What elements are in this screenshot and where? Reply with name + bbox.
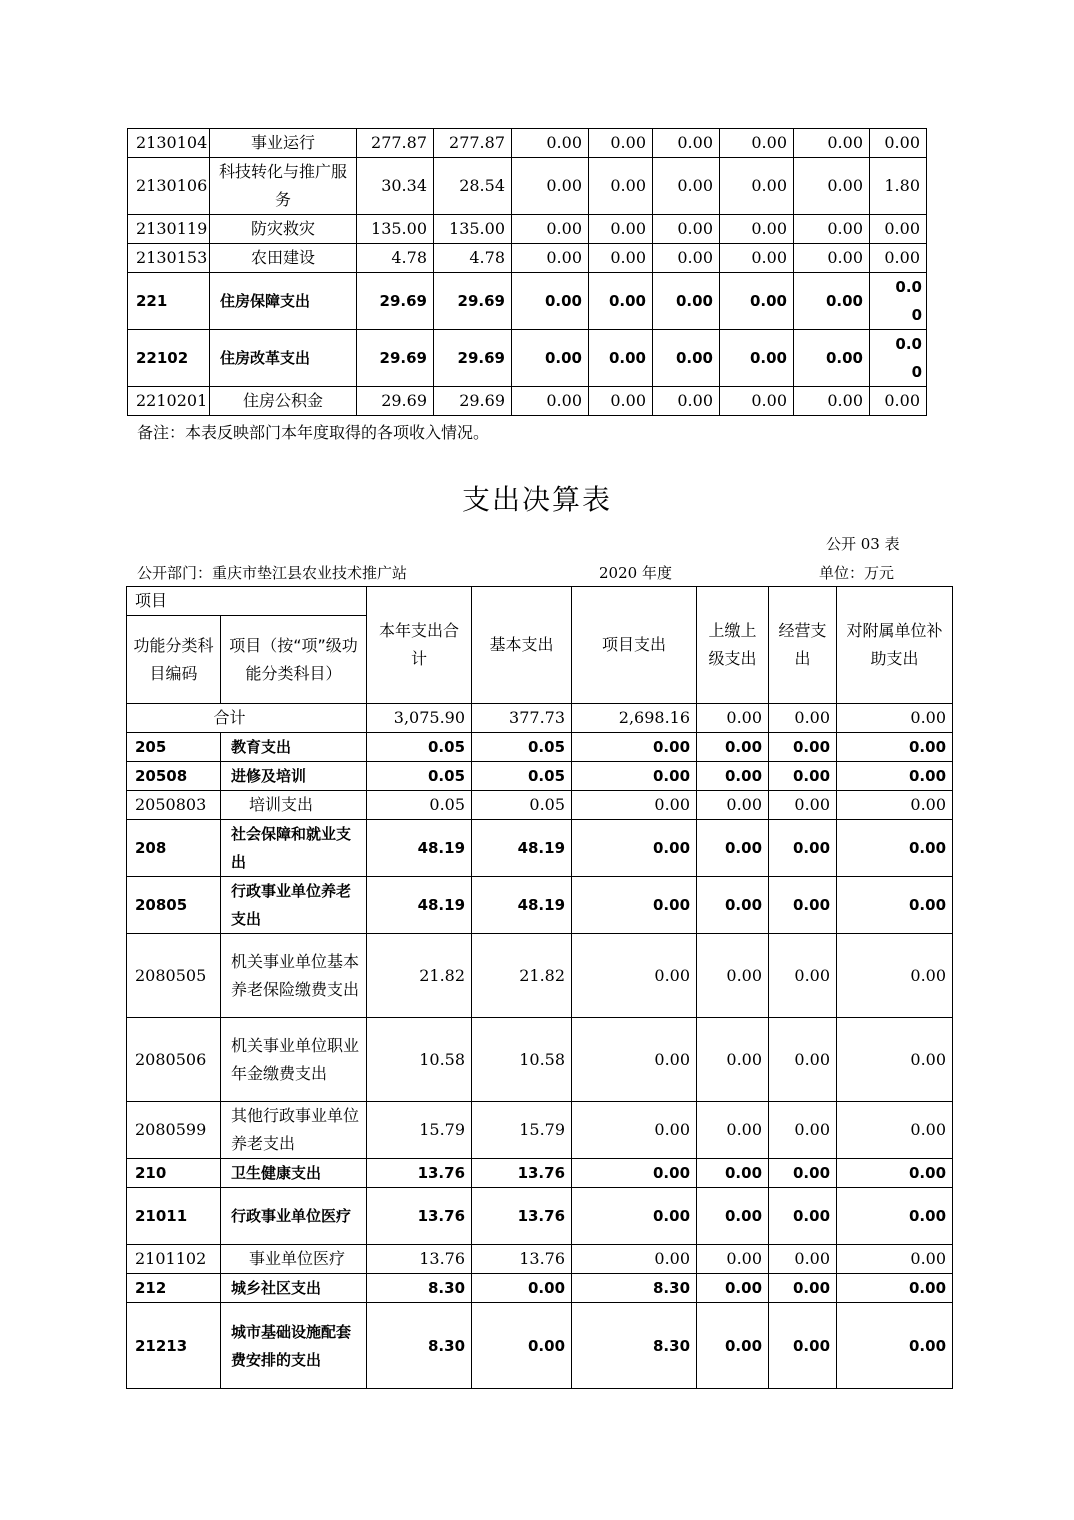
row-code: 2080505 [127,934,221,1018]
row-value: 21.82 [367,934,472,1018]
row-value: 0.00 [653,215,720,244]
row-value: 0.00 [870,215,927,244]
row-value: 21.82 [472,934,572,1018]
row-value: 0.00 [512,129,589,158]
row-value: 0.00 [870,273,927,330]
table-row [127,1159,953,1188]
row-value: 0.00 [512,158,589,215]
total-cell: 3,075.90 [367,704,472,733]
row-value: 10.58 [472,1018,572,1102]
row-name: 培训支出 [221,791,367,820]
row-value: 0.00 [472,1303,572,1389]
total-cell: 0.00 [837,704,953,733]
table-row [127,1018,953,1102]
total-cell: 0.00 [697,704,769,733]
row-code: 2080599 [127,1102,221,1159]
row-value: 0.00 [720,129,794,158]
row-value: 0.00 [720,158,794,215]
row-value: 0.00 [512,215,589,244]
row-value: 4.78 [357,244,434,273]
row-name: 防灾救灾 [210,215,357,244]
row-value: 0.05 [472,791,572,820]
table-row [128,158,927,215]
table-row [127,1188,953,1245]
row-value: 30.34 [357,158,434,215]
row-code: 21011 [127,1188,221,1245]
row-value: 0.00 [794,158,870,215]
row-value: 0.00 [769,1102,837,1159]
row-value: 0.00 [697,877,769,934]
row-value: 0.05 [472,733,572,762]
row-value: 0.00 [794,273,870,330]
table-row [127,733,953,762]
row-code: 21213 [127,1303,221,1389]
row-value: 0.00 [697,1274,769,1303]
row-code: 210 [127,1159,221,1188]
row-value: 0.00 [769,934,837,1018]
table-row [128,215,927,244]
department-label: 公开部门：重庆市垫江县农业技术推广站 [137,564,408,582]
table-row [127,820,953,877]
row-value: 0.05 [367,733,472,762]
row-value: 0.00 [589,387,653,416]
row-value: 0.00 [837,1018,953,1102]
row-value: 0.05 [367,762,472,791]
row-value: 28.54 [434,158,512,215]
row-value: 0.00 [572,934,697,1018]
row-value: 8.30 [572,1274,697,1303]
table-row [127,1303,953,1389]
row-code: 205 [127,733,221,762]
row-code: 22102 [128,330,210,387]
row-value: 0.00 [837,791,953,820]
row-value: 29.69 [434,387,512,416]
row-value: 15.79 [367,1102,472,1159]
table-number: 公开 03 表 [826,535,900,553]
row-value: 0.00 [653,129,720,158]
row-code: 2130106 [128,158,210,215]
table-row [128,330,927,387]
row-value: 0.00 [512,244,589,273]
row-value: 0.00 [769,820,837,877]
row-value: 0.00 [769,1018,837,1102]
total-label: 合计 [127,704,367,733]
row-value: 0.00 [769,1188,837,1245]
row-value: 0.00 [769,733,837,762]
row-value: 0.00 [572,1188,697,1245]
row-value: 0.00 [697,1102,769,1159]
total-cell: 377.73 [472,704,572,733]
table-row [127,1245,953,1274]
row-name: 卫生健康支出 [221,1159,367,1188]
row-code: 2130104 [128,129,210,158]
row-value: 0.00 [794,129,870,158]
row-value: 0.00 [697,1303,769,1389]
row-value: 0.00 [870,330,927,387]
row-value: 0.00 [697,820,769,877]
header-business: 经营支出 [769,587,837,704]
row-value: 0.00 [837,1274,953,1303]
header-total: 本年支出合计 [367,587,472,704]
row-value: 0.00 [769,1303,837,1389]
row-code: 2050803 [127,791,221,820]
row-value: 0.00 [589,158,653,215]
header-upper: 上缴上级支出 [697,587,769,704]
row-value: 0.00 [769,1245,837,1274]
expense-table [126,586,953,1389]
row-value: 0.00 [720,330,794,387]
row-value: 0.00 [472,1274,572,1303]
row-value: 1.80 [870,158,927,215]
row-name: 其他行政事业单位养老支出 [221,1102,367,1159]
row-code: 20805 [127,877,221,934]
row-code: 221 [128,273,210,330]
row-value: 277.87 [357,129,434,158]
table-row [127,1274,953,1303]
row-value: 0.00 [720,273,794,330]
row-value: 0.00 [572,791,697,820]
table-row [128,129,927,158]
row-value: 0.00 [697,1188,769,1245]
row-value: 0.00 [572,762,697,791]
year-label: 2020 年度 [599,564,672,582]
row-value: 0.00 [837,1245,953,1274]
header-basic: 基本支出 [472,587,572,704]
row-name: 农田建设 [210,244,357,273]
row-value: 0.00 [589,215,653,244]
row-value: 0.00 [572,1159,697,1188]
table-row [127,934,953,1018]
row-value: 0.00 [572,877,697,934]
table-row [127,877,953,934]
unit-label: 单位：万元 [819,564,895,582]
row-value: 48.19 [367,877,472,934]
row-name: 城乡社区支出 [221,1274,367,1303]
row-value: 0.00 [697,733,769,762]
row-value: 48.19 [472,820,572,877]
row-value: 0.00 [653,330,720,387]
row-value: 0.00 [837,1188,953,1245]
table-note: 备注：本表反映部门本年度取得的各项收入情况。 [137,423,490,442]
row-value: 0.00 [837,762,953,791]
row-value: 15.79 [472,1102,572,1159]
row-value: 0.00 [572,1245,697,1274]
total-cell: 2,698.16 [572,704,697,733]
header-func-name: 项目（按“项”级功能分类科目） [221,616,367,704]
row-value: 0.00 [837,877,953,934]
page-title: 支出决算表 [461,483,612,516]
row-value: 0.00 [653,158,720,215]
row-value: 8.30 [367,1303,472,1389]
row-value: 0.00 [769,791,837,820]
row-value: 0.00 [589,330,653,387]
row-value: 4.78 [434,244,512,273]
header-subsidy: 对附属单位补助支出 [837,587,953,704]
row-value: 29.69 [357,273,434,330]
row-value: 8.30 [367,1274,472,1303]
row-value: 29.69 [434,330,512,387]
row-value: 0.00 [720,387,794,416]
row-value: 13.76 [367,1188,472,1245]
row-value: 29.69 [434,273,512,330]
table-row [127,791,953,820]
row-value: 0.00 [794,215,870,244]
row-value: 0.00 [697,1018,769,1102]
income-table-continued [127,128,927,416]
row-name: 住房公积金 [210,387,357,416]
row-code: 2101102 [127,1245,221,1274]
table-row [127,762,953,791]
row-value: 0.00 [769,1274,837,1303]
row-value: 0.00 [653,387,720,416]
row-value: 29.69 [357,387,434,416]
row-value: 0.00 [837,934,953,1018]
row-value: 0.00 [653,273,720,330]
row-value: 29.69 [357,330,434,387]
row-value: 0.00 [720,215,794,244]
row-value: 0.00 [589,273,653,330]
row-value: 0.00 [794,244,870,273]
table-row [128,273,927,330]
row-code: 20508 [127,762,221,791]
row-value: 48.19 [367,820,472,877]
row-value: 0.00 [769,762,837,791]
row-value: 0.00 [572,1018,697,1102]
row-value: 0.00 [870,244,927,273]
table-row [128,387,927,416]
header-func-code: 功能分类科目编码 [127,616,221,704]
row-code: 208 [127,820,221,877]
row-code: 212 [127,1274,221,1303]
row-value: 13.76 [472,1159,572,1188]
row-name: 教育支出 [221,733,367,762]
row-value: 0.00 [572,733,697,762]
table-row [128,244,927,273]
row-value: 0.05 [367,791,472,820]
row-value: 0.00 [769,1159,837,1188]
row-value: 0.00 [870,387,927,416]
row-value: 0.00 [794,330,870,387]
row-name: 事业单位医疗 [221,1245,367,1274]
header-project: 项目 [127,587,367,616]
row-value: 0.00 [794,387,870,416]
total-cell: 0.00 [769,704,837,733]
row-value: 0.00 [837,820,953,877]
row-value: 48.19 [472,877,572,934]
row-value: 0.00 [837,1303,953,1389]
row-value: 0.05 [472,762,572,791]
row-code: 2130153 [128,244,210,273]
row-value: 0.00 [720,244,794,273]
row-name: 行政事业单位医疗 [221,1188,367,1245]
header-project-expense: 项目支出 [572,587,697,704]
table-row [127,1102,953,1159]
row-name: 进修及培训 [221,762,367,791]
row-value: 0.00 [837,733,953,762]
row-value: 135.00 [434,215,512,244]
row-value: 0.00 [697,1245,769,1274]
row-value: 135.00 [357,215,434,244]
row-value: 0.00 [837,1102,953,1159]
row-value: 0.00 [572,820,697,877]
row-name: 科技转化与推广服务 [210,158,357,215]
row-value: 13.76 [472,1245,572,1274]
row-value: 0.00 [769,877,837,934]
row-value: 0.00 [512,387,589,416]
row-value: 10.58 [367,1018,472,1102]
row-code: 2210201 [128,387,210,416]
row-value: 0.00 [589,129,653,158]
row-value: 13.76 [367,1245,472,1274]
row-value: 0.00 [653,244,720,273]
row-value: 0.00 [572,1102,697,1159]
row-name: 机关事业单位职业年金缴费支出 [221,1018,367,1102]
row-value: 0.00 [697,762,769,791]
row-value: 0.00 [589,244,653,273]
row-value: 0.00 [870,129,927,158]
row-name: 城市基础设施配套费安排的支出 [221,1303,367,1389]
row-name: 机关事业单位基本养老保险缴费支出 [221,934,367,1018]
row-value: 0.00 [697,934,769,1018]
row-value: 277.87 [434,129,512,158]
row-name: 行政事业单位养老支出 [221,877,367,934]
row-value: 13.76 [367,1159,472,1188]
row-code: 2080506 [127,1018,221,1102]
row-name: 社会保障和就业支出 [221,820,367,877]
row-name: 住房保障支出 [210,273,357,330]
row-code: 2130119 [128,215,210,244]
row-value: 0.00 [512,330,589,387]
row-name: 事业运行 [210,129,357,158]
row-value: 0.00 [512,273,589,330]
row-value: 0.00 [697,791,769,820]
row-name: 住房改革支出 [210,330,357,387]
table-meta [137,562,907,584]
row-value: 0.00 [697,1159,769,1188]
total-row [127,704,953,733]
row-value: 8.30 [572,1303,697,1389]
row-value: 0.00 [837,1159,953,1188]
row-value: 13.76 [472,1188,572,1245]
